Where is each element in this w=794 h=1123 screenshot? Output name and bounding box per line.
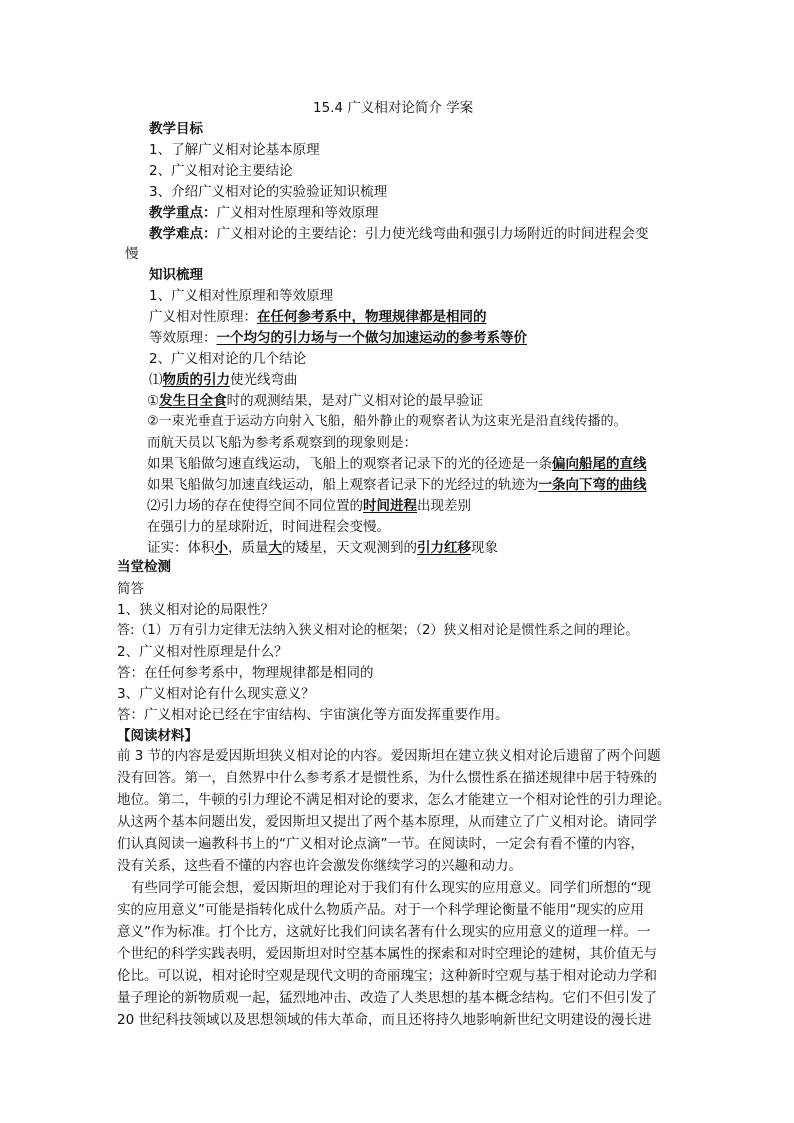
- reading-line: 从这两个基本问题出发，爱因斯坦又提出了两个基本原理，从而建立了广义相对论。请同学: [117, 814, 657, 830]
- conclusion-1e: [147, 474, 647, 496]
- conclusion-1a-rest: 时的观测结果，是对广义相对论的最早验证: [226, 393, 484, 409]
- reading-line: 意义”作为标准。打个比方，这就好比我们问读名著有什么现实的应用意义的道理一样。一: [117, 924, 651, 940]
- knowledge-s2: 2、广义相对论的几个结论: [149, 351, 307, 367]
- reading-line: 伦比。可以说，相对论时空观是现代文明的奇丽瑰宝；这种新时空观与基于相对论动力学和: [117, 968, 657, 984]
- reading-line: 没有回答。第一，自然界中什么参考系才是惯性系，为什么惯性系在描述规律中居于特殊的: [117, 770, 657, 786]
- test-sub: 简答: [117, 581, 144, 597]
- conclusion-1a: [147, 390, 483, 412]
- goal-item: 3、介绍广义相对论的实验验证知识梳理: [149, 184, 388, 200]
- page-title: 15.4 广义相对论简介 学案: [313, 100, 474, 116]
- conclusion-1d-text: 如果飞船做匀速直线运动，飞船上的观察者记录下的光的径迹是一条: [147, 456, 552, 472]
- conclusion-1d: [147, 453, 647, 475]
- goal-item: 2、广义相对论主要结论: [149, 163, 293, 179]
- difficulty-label: 教学难点：: [149, 226, 217, 242]
- reading-line: 有些同学可能会想，爱因斯坦的理论对于我们有什么现实的应用意义。同学们所想的“现: [131, 880, 651, 896]
- conclusion-1-num: ⑴: [149, 372, 163, 388]
- conclusion-1: [149, 369, 298, 391]
- conclusion-1a-key: 发生日全食: [159, 393, 227, 409]
- conclusion-2c-k1: 小: [214, 540, 228, 556]
- goal-item: 1、了解广义相对论基本原理: [149, 142, 320, 158]
- key-point-label: 教学重点：: [149, 205, 217, 221]
- conclusion-2: [147, 495, 471, 517]
- test-heading: 当堂检测: [117, 559, 171, 575]
- conclusion-2-key: 时间进程: [363, 498, 417, 514]
- key-point-text: 广义相对性原理和等效原理: [216, 205, 379, 221]
- reading-line: 没有关系，这些看不懂的内容也许会激发你继续学习的兴趣和动力。: [117, 858, 522, 874]
- difficulty-cont: 慢: [125, 246, 139, 262]
- principle-line: [149, 306, 487, 328]
- key-point: [149, 202, 379, 224]
- answer-2: 答：在任何参考系中，物理规律都是相同的: [117, 665, 374, 681]
- conclusion-2c-t1: 证实：体积: [147, 540, 215, 556]
- reading-line: 地位。第二，牛顿的引力理论不满足相对论的要求，怎么才能建立一个相对论性的引力理论。: [117, 792, 671, 808]
- conclusion-1-rest: 使光线弯曲: [230, 372, 298, 388]
- equiv-label: 等效原理：: [149, 330, 217, 346]
- answer-3: 答：广义相对论已经在宇宙结构、宇宙演化等方面发挥重要作用。: [117, 707, 509, 723]
- equiv-line: [149, 327, 527, 349]
- knowledge-heading: 知识梳理: [149, 267, 203, 283]
- principle-label: 广义相对性原理：: [149, 309, 257, 325]
- reading-line: 量子理论的新物质观一起，猛烈地冲击、改造了人类思想的基本概念结构。它们不但引发了: [117, 990, 657, 1006]
- conclusion-1c: 而航天员以飞船为参考系观察到的现象则是：: [147, 435, 417, 451]
- conclusion-1-key: 物质的引力: [162, 372, 230, 388]
- conclusion-2c-t3: 的矮星，天文观测到的: [282, 540, 417, 556]
- conclusion-2c: [147, 537, 498, 559]
- difficulty-text: 广义相对论的主要结论：引力使光线弯曲和强引力场附近的时间进程会变: [216, 226, 649, 242]
- reading-line: 前 3 节的内容是爱因斯坦狭义相对论的内容。爱因斯坦在建立狭义相对论后遗留了两个问题: [117, 748, 661, 764]
- reading-line: 20 世纪科技领域以及思想领域的伟大革命，而且还将持久地影响新世纪文明建设的漫长进: [117, 1012, 652, 1028]
- conclusion-2-text: ⑵引力场的存在使得空间不同位置的: [147, 498, 363, 514]
- equiv-text: 一个均匀的引力场与一个做匀加速运动的参考系等价: [216, 330, 527, 346]
- difficulty: [149, 223, 649, 245]
- principle-text: 在任何参考系中，物理规律都是相同的: [257, 309, 487, 325]
- conclusion-2-rest: 出现差别: [417, 498, 471, 514]
- reading-heading: 【阅读材料】: [117, 728, 198, 744]
- conclusion-2c-k3: 引力红移: [417, 540, 471, 556]
- conclusion-1a-num: ①: [147, 393, 160, 409]
- conclusion-2c-k2: 大: [268, 540, 282, 556]
- knowledge-s1: 1、广义相对性原理和等效原理: [149, 288, 334, 304]
- conclusion-1e-text: 如果飞船做匀加速直线运动，船上观察者记录下的光经过的轨迹为: [147, 477, 539, 493]
- question-1: 1、狭义相对论的局限性？: [117, 602, 275, 618]
- conclusion-1e-key: 一条向下弯的曲线: [538, 477, 647, 493]
- reading-line: 实的应用意义”可能是指转化成什么物质产品。对于一个科学理论衡量不能用“现实的应用: [117, 902, 644, 918]
- conclusion-1d-key: 偏向船尾的直线: [552, 456, 647, 472]
- reading-line: 个世纪的科学实践表明，爱因斯坦对时空基本属性的探索和对时空理论的建树，其价值无与: [117, 946, 657, 962]
- conclusion-2c-t4: 现象: [471, 540, 498, 556]
- reading-line: 们认真阅读一遍教科书上的“广义相对论点滴”一节。在阅读时，一定会有看不懂的内容，: [117, 836, 644, 852]
- conclusion-2b: 在强引力的星球附近，时间进程会变慢。: [147, 519, 390, 535]
- conclusion-1b: ②一束光垂直于运动方向射入飞船，船外静止的观察者认为这束光是沿直线传播的。: [147, 414, 627, 429]
- conclusion-2c-t2: ，质量: [228, 540, 269, 556]
- question-2: 2、广义相对性原理是什么？: [117, 644, 288, 660]
- goals-heading: 教学目标: [149, 121, 203, 137]
- answer-1: 答:（1）万有引力定律无法纳入狭义相对论的框架；（2）狭义相对论是惯性系之间的理论。: [117, 623, 639, 638]
- question-3: 3、广义相对论有什么现实意义？: [117, 686, 315, 702]
